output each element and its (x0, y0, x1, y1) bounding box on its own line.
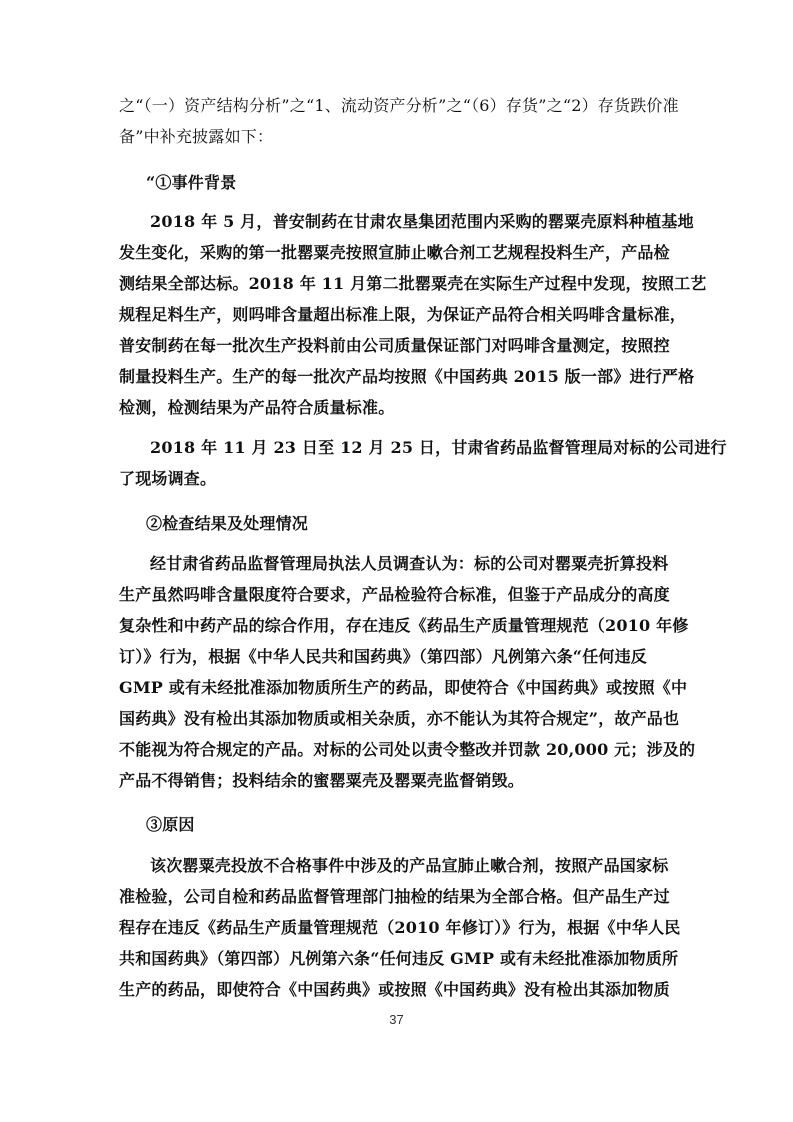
intro-line-1: 之“（一）资产结构分析”之“1、流动资产分析”之“（6）存货”之“2）存货跌价准 (119, 96, 679, 115)
intro-line-2: 备”中补充披露如下： (119, 127, 274, 146)
background-paragraph-line-3: 测结果全部达标。2018 年 11 月第二批罂粟壳在实际生产过程中发现，按照工艺 (119, 274, 707, 293)
inspection-paragraph-line-8: 产品不得销售；投料结余的蜜罂粟壳及罂粟壳监督销毁。 (119, 771, 525, 790)
background-paragraph-line-1: 2018 年 5 月，普安制药在甘肃农垦集团范围内采购的罂粟壳原料种植基地 (150, 212, 694, 231)
cause-paragraph-line-4: 共和国药典》（第四部）凡例第六条“任何违反 GMP 或有未经批准添加物质所 (119, 949, 679, 968)
inspection-paragraph-line-5: GMP 或有未经批准添加物质所生产的药品，即使符合《中国药典》或按照《中 (119, 678, 688, 697)
inspection-paragraph-line-6: 国药典》没有检出其添加物质或相关杂质，亦不能认为其符合规定”，故产品也 (119, 709, 680, 728)
background-paragraph-line-4: 规程足料生产，则吗啡含量超出标准上限，为保证产品符合相关吗啡含量标准， (119, 305, 687, 324)
section-heading-background: “①事件背景 (146, 173, 237, 192)
cause-paragraph-line-2: 准检验，公司自检和药品监督管理部门抽检的结果为全部合格。但产品生产过 (119, 887, 670, 906)
background-paragraph-line-2: 发生变化，采购的第一批罂粟壳按照宣肺止嗽合剂工艺规程投料生产，产品检 (119, 243, 670, 262)
inspection-paragraph-line-4: 订）》行为，根据《中华人民共和国药典》（第四部）凡例第六条“任何违反 (119, 647, 648, 666)
cause-paragraph-line-3: 程存在违反《药品生产质量管理规范（2010 年修订）》行为，根据《中华人民 (119, 918, 681, 937)
investigation-paragraph-line-2: 了现场调查。 (119, 469, 217, 488)
inspection-paragraph-line-3: 复杂性和中药产品的综合作用，存在违反《药品生产质量管理规范（2010 年修 (119, 616, 689, 635)
investigation-paragraph-line-1: 2018 年 11 月 23 日至 12 月 25 日，甘肃省药品监督管理局对标的公司进行 (150, 438, 727, 457)
page-number: 37 (389, 1012, 404, 1027)
inspection-paragraph-line-2: 生产虽然吗啡含量限度符合要求，产品检验符合标准，但鉴于产品成分的高度 (119, 585, 670, 604)
background-paragraph-line-7: 检测，检测结果为产品符合质量标准。 (119, 398, 395, 417)
cause-paragraph-line-1: 该次罂粟壳投放不合格事件中涉及的产品宣肺止嗽合剂，按照产品国家标 (150, 856, 669, 875)
inspection-paragraph-line-7: 不能视为符合规定的产品。对标的公司处以责令整改并罚款 20,000 元；涉及的 (119, 740, 696, 759)
inspection-paragraph-line-1: 经甘肃省药品监督管理局执法人员调查认为：标的公司对罂粟壳折算投料 (150, 554, 669, 573)
section-heading-inspection: ②检查结果及处理情况 (146, 514, 309, 533)
background-paragraph-line-5: 普安制药在每一批次生产投料前由公司质量保证部门对吗啡含量测定，按照控 (119, 336, 670, 355)
cause-paragraph-line-5: 生产的药品，即使符合《中国药典》或按照《中国药典》没有检出其添加物质 (119, 980, 670, 999)
background-paragraph-line-6: 制量投料生产。生产的每一批次产品均按照《中国药典 2015 版一部》进行严格 (119, 367, 695, 386)
section-heading-cause: ③原因 (146, 815, 195, 834)
